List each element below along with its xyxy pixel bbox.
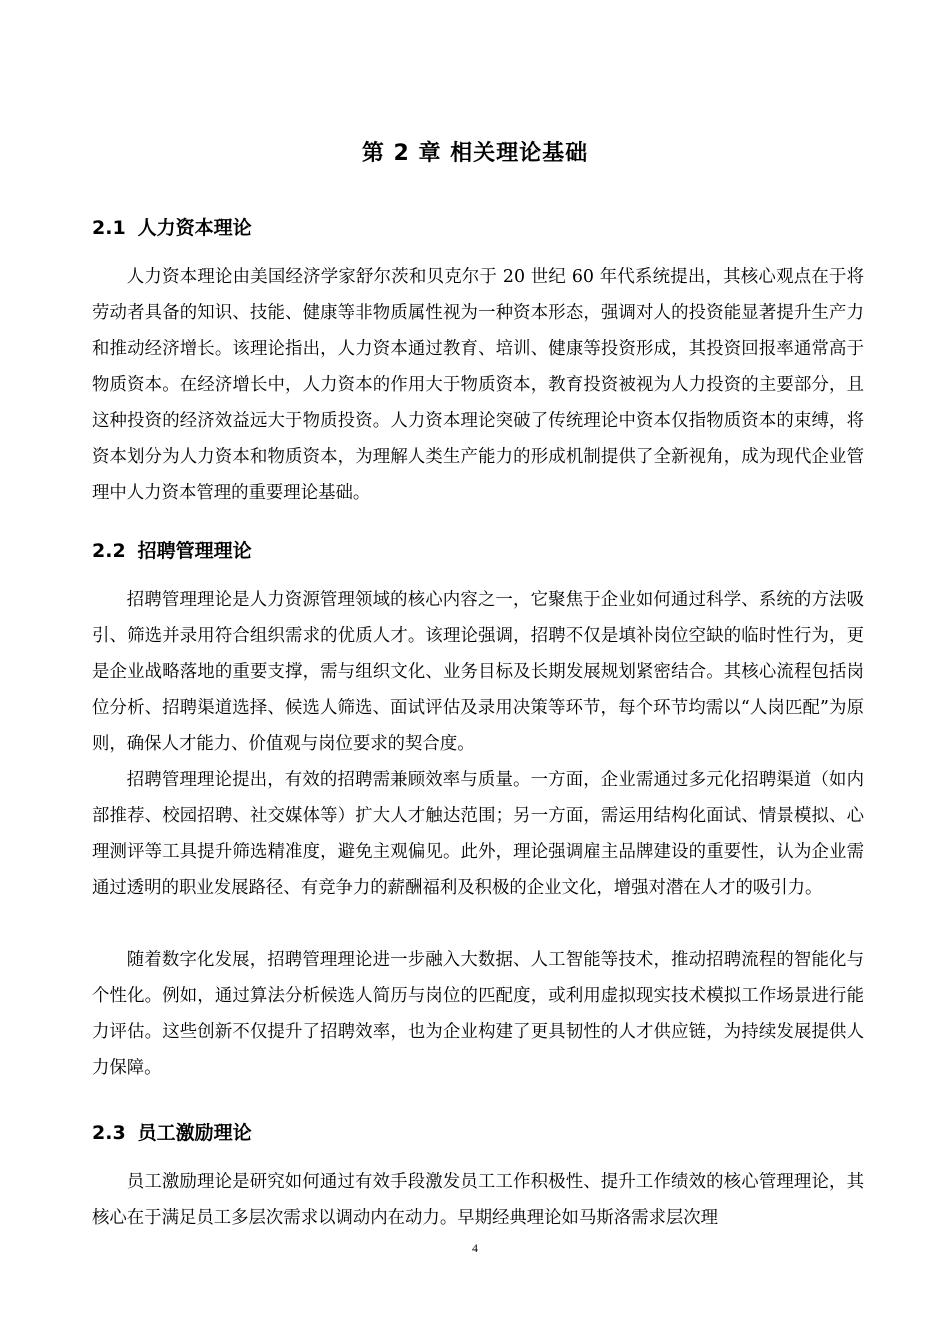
- section-heading-2-3: [92, 1119, 252, 1147]
- section-number: 2.1: [92, 217, 126, 239]
- section-title: 员工激励理论: [137, 1122, 252, 1144]
- section-heading-2-2: [92, 537, 252, 565]
- page-number: 4: [472, 1241, 478, 1255]
- chapter-title: 第 2 章 相关理论基础: [361, 141, 589, 166]
- paragraph: 招聘管理理论提出，有效的招聘需兼顾效率与质量。一方面，企业需通过多元化招聘渠道（如内部推荐、校园招聘、社交媒体等）扩大人才触达范围；另一方面，需运用结构化面试、情景模拟、心理测评等工具提升筛选精准度，避免主观偏见。此外，理论强调雇主品牌建设的重要性，认为企业需通过透明的职业发展路径、有竞争力的薪酬福利及积极的企业文化，增强对潜在人才的吸引力。: [92, 770, 864, 898]
- section-number: 2.2: [92, 540, 126, 562]
- section-number: 2.3: [92, 1122, 126, 1144]
- section-heading-2-1: [92, 214, 252, 242]
- section-title: 人力资本理论: [137, 217, 252, 239]
- paragraph: 员工激励理论是研究如何通过有效手段激发员工工作积极性、提升工作绩效的核心管理理论，其核心在于满足员工多层次需求以调动内在动力。早期经典理论如马斯洛需求层次理: [92, 1172, 864, 1228]
- paragraph: 招聘管理理论是人力资源管理领域的核心内容之一，它聚焦于企业如何通过科学、系统的方法吸引、筛选并录用符合组织需求的优质人才。该理论强调，招聘不仅是填补岗位空缺的临时性行为，更是企业战略落地的重要支撑，需与组织文化、业务目标及长期发展规划紧密结合。其核心流程包括岗位分析、招聘渠道选择、候选人筛选、面试评估及录用决策等环节，每个环节均需以“人岗匹配”为原则，确保人才能力、价值观与岗位要求的契合度。: [92, 590, 864, 754]
- paragraph: 随着数字化发展，招聘管理理论进一步融入大数据、人工智能等技术，推动招聘流程的智能化与个性化。例如，通过算法分析候选人简历与岗位的匹配度，或利用虚拟现实技术模拟工作场景进行能力评估。这些创新不仅提升了招聘效率，也为企业构建了更具韧性的人才供应链，为持续发展提供人力保障。: [92, 950, 864, 1078]
- section-title: 招聘管理理论: [137, 540, 252, 562]
- paragraph: 人力资本理论由美国经济学家舒尔茨和贝克尔于 20 世纪 60 年代系统提出，其核心观点在于将劳动者具备的知识、技能、健康等非物质属性视为一种资本形态，强调对人的投资能显著提升生产力和推动经济增长。该理论指出，人力资本通过教育、培训、健康等投资形成，其投资回报率通常高于物质资本。在经济增长中，人力资本的作用大于物质资本，教育投资被视为人力投资的主要部分，且这种投资的经济效益远大于物质投资。人力资本理论突破了传统理论中资本仅指物质资本的束缚，将资本划分为人力资本和物质资本，为理解人类生产能力的形成机制提供了全新视角，成为现代企业管理中人力资本管理的重要理论基础。: [92, 267, 864, 503]
